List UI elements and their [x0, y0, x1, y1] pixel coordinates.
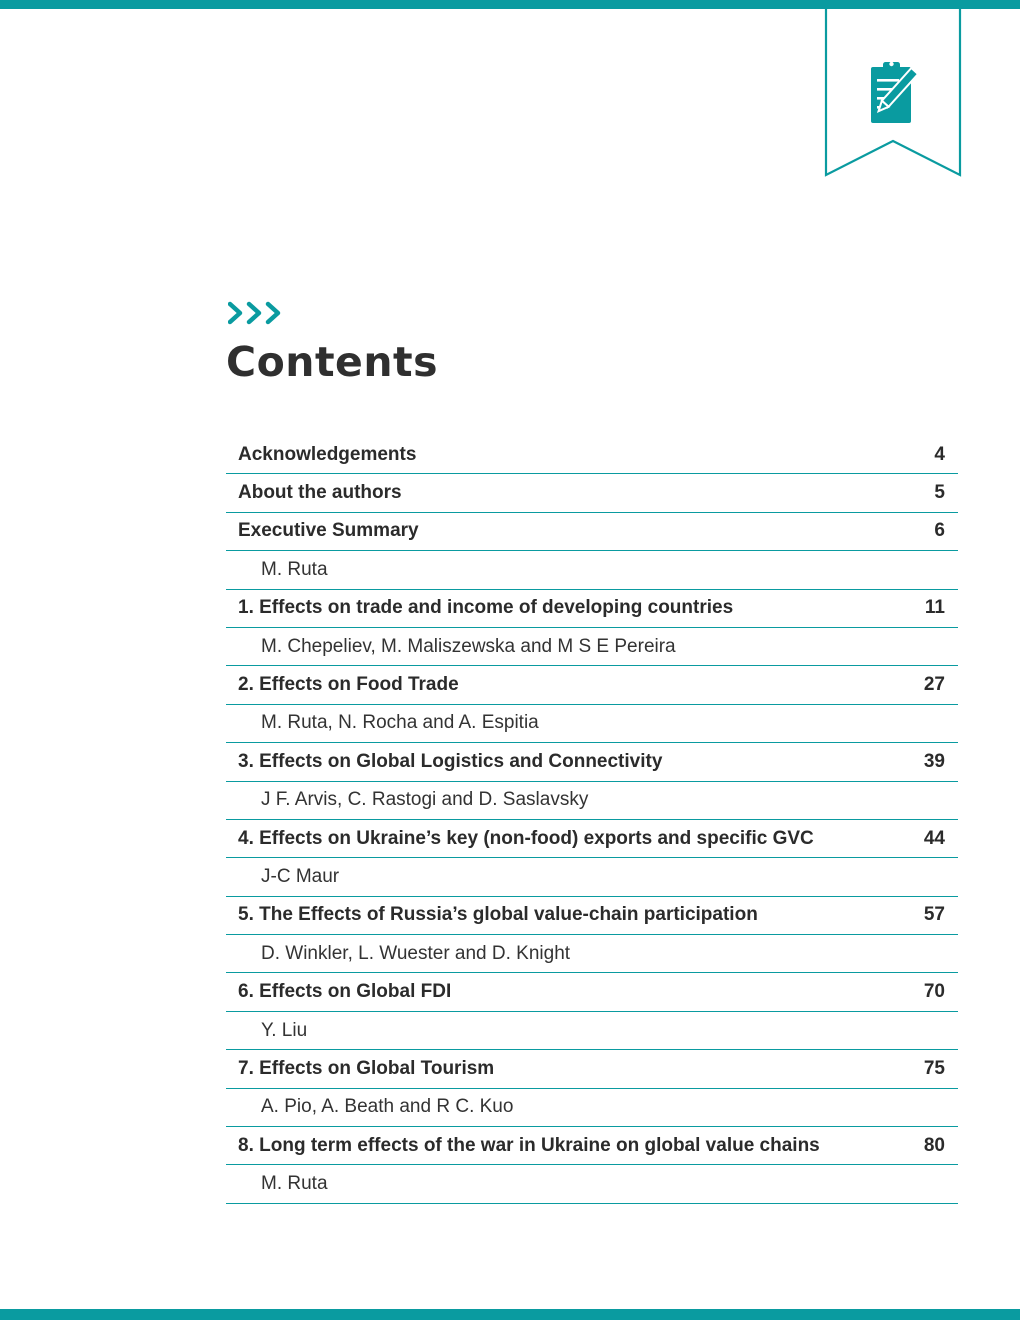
toc-entry[interactable] [226, 666, 958, 704]
toc-entry-title: 2. Effects on Food Trade [238, 674, 459, 696]
page-title: Contents [226, 338, 439, 386]
toc-author-row [226, 551, 958, 589]
toc-authors: M. Ruta [261, 1173, 328, 1195]
toc-entry[interactable] [226, 1127, 958, 1165]
toc-authors: A. Pio, A. Beath and R C. Kuo [261, 1096, 514, 1118]
bottom-accent-bar [0, 1309, 1020, 1320]
toc-entry[interactable] [226, 436, 958, 474]
chevrons-decoration [228, 300, 288, 326]
toc-entry[interactable] [226, 590, 958, 628]
toc-entry-title: 1. Effects on trade and income of developing countries [238, 597, 734, 619]
toc-page-number: 44 [923, 827, 945, 849]
toc-entry[interactable] [226, 897, 958, 935]
toc-page-number: 75 [923, 1057, 945, 1079]
toc-entry[interactable] [226, 1050, 958, 1088]
toc-authors: J-C Maur [261, 865, 340, 887]
toc-authors: D. Winkler, L. Wuester and D. Knight [261, 942, 571, 964]
toc-entry-title: 4. Effects on Ukraine’s key (non-food) exports and specific GVC [238, 827, 814, 849]
toc-authors: M. Ruta, N. Rocha and A. Espitia [261, 712, 539, 734]
toc-author-row [226, 1089, 958, 1127]
toc-page-number: 5 [934, 482, 945, 504]
toc-entry-title: 5. The Effects of Russia’s global value-chain participation [238, 904, 758, 926]
toc-entry[interactable] [226, 513, 958, 551]
chevrons-icon [228, 300, 288, 326]
toc-authors: M. Chepeliev, M. Maliszewska and M S E Pereira [261, 635, 676, 657]
toc-entry-title: 7. Effects on Global Tourism [238, 1057, 495, 1079]
toc-page-number: 11 [924, 597, 945, 619]
toc-author-row [226, 628, 958, 666]
toc-page-number: 70 [923, 981, 945, 1003]
toc-entry-title: Acknowledgements [238, 443, 417, 465]
toc-entry-title: 3. Effects on Global Logistics and Connectivity [238, 750, 663, 772]
toc-entry-title: 8. Long term effects of the war in Ukraine on global value chains [238, 1134, 820, 1156]
toc-author-row [226, 705, 958, 743]
toc-entry-title: 6. Effects on Global FDI [238, 981, 452, 1003]
toc-page-number: 27 [923, 674, 945, 696]
toc-page-number: 6 [934, 520, 945, 542]
toc-entry[interactable] [226, 743, 958, 781]
toc-authors: J F. Arvis, C. Rastogi and D. Saslavsky [261, 789, 589, 811]
toc-page-number: 4 [934, 443, 945, 465]
toc-author-row [226, 858, 958, 896]
toc-entry[interactable] [226, 973, 958, 1011]
toc-page-number: 80 [923, 1134, 945, 1156]
table-of-contents [226, 436, 958, 1204]
toc-entry[interactable] [226, 820, 958, 858]
toc-entry[interactable] [226, 474, 958, 512]
toc-authors: Y. Liu [261, 1019, 308, 1041]
toc-author-row [226, 782, 958, 820]
toc-entry-title: Executive Summary [238, 520, 419, 542]
toc-authors: M. Ruta [261, 558, 328, 580]
top-accent-bar [0, 0, 1020, 9]
toc-author-row [226, 1012, 958, 1050]
bookmark-ribbon [824, 9, 962, 179]
toc-author-row [226, 1165, 958, 1203]
toc-page-number: 57 [923, 904, 945, 926]
toc-author-row [226, 935, 958, 973]
toc-entry-title: About the authors [238, 482, 402, 504]
toc-page-number: 39 [923, 750, 945, 772]
clipboard-pencil-icon [871, 62, 918, 123]
